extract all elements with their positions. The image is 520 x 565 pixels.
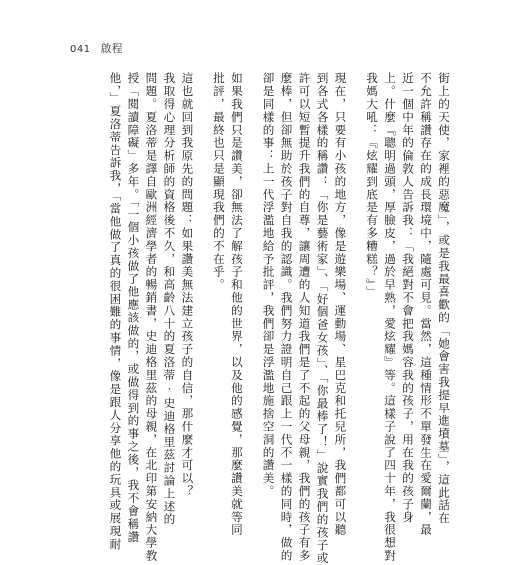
chapter-title: 啟程 — [100, 42, 123, 55]
paragraph-gap — [199, 72, 207, 468]
paragraph-gap — [249, 72, 257, 468]
text-column: 卻是同樣的事：上一代浮濫地給予批評，我們卻是浮濫地施捨空洞的讚美。 — [261, 72, 276, 498]
text-column: 如果我們只是讚美，卻無法了解孩子和他的世界，以及他的感覺，那麼讚美就等同 — [229, 72, 244, 537]
text-column: 麼棒，但卻無助於孩子對自我的認識。我們努力證明自己跟上一代不一樣的同時，做的 — [279, 72, 294, 563]
page-number: 041 — [70, 44, 91, 55]
paragraph-gap — [352, 72, 360, 468]
text-column: 他，」夏洛蒂告訴我，「當他做了真的很困難的事情，像是跟人分享他的玩具或展現耐 — [108, 72, 123, 551]
text-column: 授「閱讀障礙」多年。「一個小孩做了他應該做的，或做得到的事之後，我不會稱讚 — [126, 72, 141, 544]
text-column: 這也就回到我原先的問題：如果讚美無法建立孩子的自信，那什麼才可以？ — [180, 72, 195, 498]
text-column: 不允許稱讚存在的成長環境中，隨處可見。當然，這種情形不單發生在愛爾蘭，最 — [419, 72, 434, 537]
text-column: 我取得心理分析師的資格後不久，和高齡八十的夏洛蒂·史迪格里茲討論上述的 — [162, 72, 177, 526]
text-column: 到各式各樣的稱讚：「你是藝術家」、「好個爸女孩」、「你最棒了！」說實我們的孩子或 — [315, 72, 330, 565]
text-column: 批評，最終也只是顯現我們的不在乎。 — [211, 72, 226, 292]
text-column: 現在，只要有小孩的地方，像是遊樂場、運動場、星巴克和托兒所，我們都可以聽 — [333, 72, 348, 537]
text-column: 街上的天使，家裡的惡魔」，或是我最喜歡的「她會害我提早進墳墓」，這此話在 — [437, 72, 451, 525]
vertical-text-body — [108, 72, 451, 565]
text-column: 近一個中年的倫敦人告訴我：「我絕對不會把我媽容我的孩子，用在我的孩子身 — [401, 72, 416, 524]
text-column: 許可以短暫提升我們的自尊，讓周遭的人知道我們是了不起的父母親，我們的孩子有多 — [297, 72, 312, 563]
page-header — [70, 40, 123, 56]
text-column: 問題。夏洛蒂是譯自歐洲經濟學者的暢銷書，史迪格里茲的母親，在北印第安納大學教 — [144, 72, 159, 563]
text-column: 我媽大吼：『炫耀到底是有多糟糕？』」 — [365, 72, 380, 299]
text-column: 上。什麼『聰明過頭，厚臉皮，過於早熟，愛炫耀』等。這樣子說了四十年，我很想對 — [383, 72, 398, 563]
